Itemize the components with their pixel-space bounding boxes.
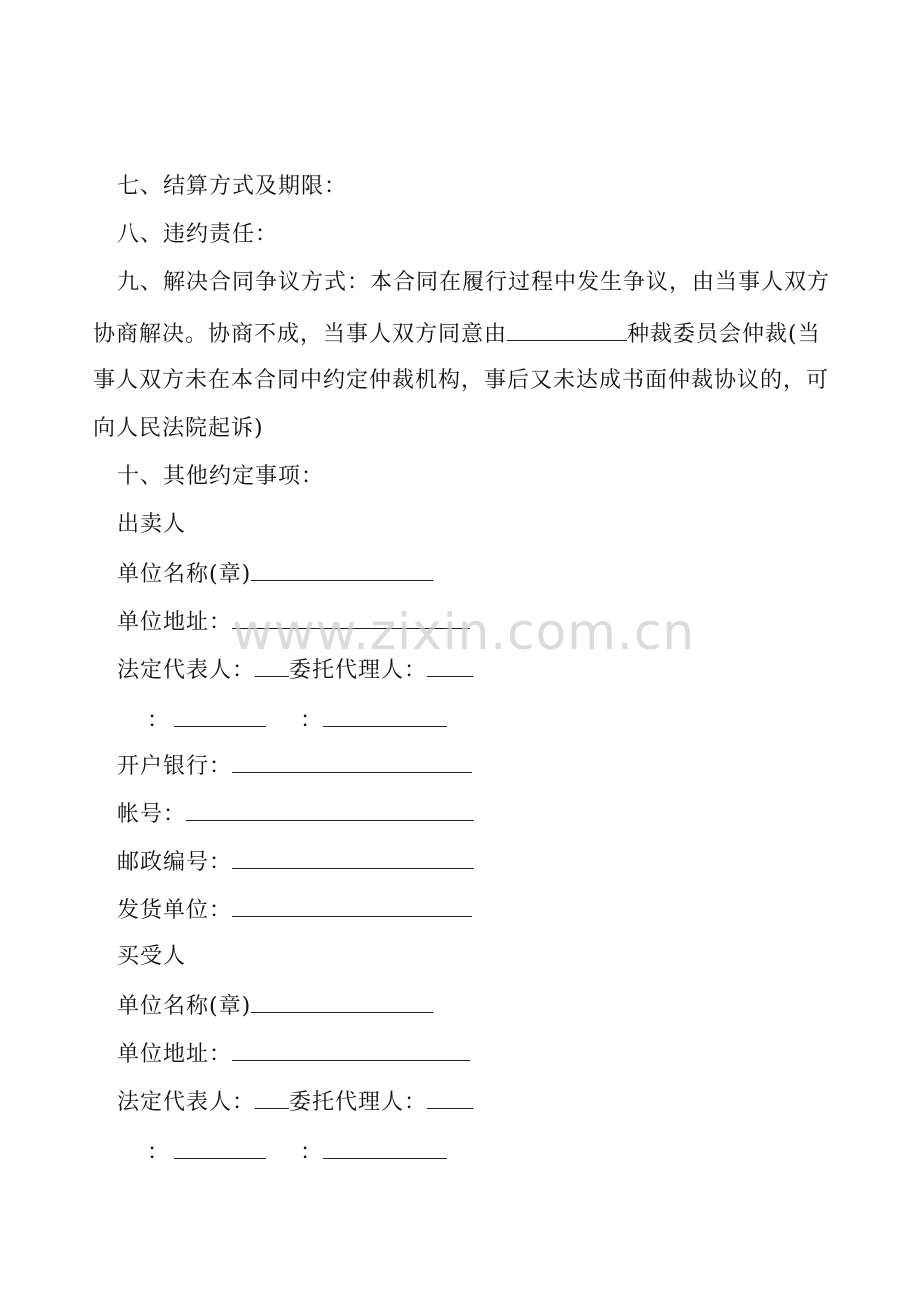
seller-shipper-row (117, 894, 472, 926)
seller-unit-name-blank[interactable] (251, 558, 433, 581)
clause-10: 十、其他约定事项： (117, 464, 325, 489)
seller-heading: 出卖人 (117, 512, 187, 537)
clause-9-line-2 (93, 318, 821, 350)
seller-bank-label: 开户银行： (117, 754, 233, 779)
seller-shipper-label: 发货单位： (117, 898, 233, 923)
seller-unit-address-label: 单位地址： (117, 610, 233, 635)
seller-colon-blank-2[interactable] (323, 704, 447, 727)
seller-colon-blank-1[interactable] (174, 704, 266, 727)
seller-colon-row (147, 704, 447, 736)
buyer-unit-address-row (117, 1038, 470, 1070)
seller-colon-2: ： (300, 708, 324, 733)
buyer-colon-1: ： (147, 1140, 171, 1165)
clause-8: 八、违约责任： (117, 222, 279, 247)
buyer-unit-name-label: 单位名称(章) (117, 994, 252, 1019)
clause-9-line-2a: 协商解决。协商不成，当事人双方同意由 (93, 322, 508, 347)
clause-9-line-3: 事人双方未在本合同中约定仲裁机构，事后又未达成书面仲裁协议的，可 (93, 368, 830, 393)
buyer-rep-row (117, 1086, 473, 1118)
clause-7: 七、结算方式及期限： (117, 174, 348, 199)
buyer-colon-blank-1[interactable] (174, 1136, 266, 1159)
buyer-unit-address-label: 单位地址： (117, 1042, 233, 1067)
buyer-unit-address-blank[interactable] (232, 1038, 470, 1061)
buyer-unit-name-blank[interactable] (251, 990, 433, 1013)
buyer-legal-rep-label: 法定代表人： (117, 1090, 256, 1115)
clause-9-line-4: 向人民法院起诉) (93, 416, 264, 441)
clause-9-line-1: 九、解决合同争议方式：本合同在履行过程中发生争议，由当事人双方 (117, 270, 831, 295)
seller-postcode-label: 邮政编号： (117, 850, 233, 875)
buyer-agent-label: 委托代理人： (289, 1090, 428, 1115)
seller-bank-row (117, 750, 472, 782)
buyer-heading: 买受人 (117, 944, 187, 969)
seller-legal-rep-label: 法定代表人： (117, 658, 256, 683)
buyer-unit-name-row (117, 990, 433, 1022)
seller-unit-name-row (117, 558, 433, 590)
seller-shipper-blank[interactable] (232, 894, 472, 917)
seller-agent-label: 委托代理人： (289, 658, 428, 683)
seller-account-row (117, 798, 474, 830)
watermark: www.zixin.com.cn (232, 603, 696, 661)
seller-colon-1: ： (147, 708, 171, 733)
clause-9-line-2b: 种裁委员会仲裁(当 (627, 322, 821, 347)
seller-postcode-blank[interactable] (232, 846, 474, 869)
buyer-colon-row (147, 1136, 447, 1168)
buyer-colon-2: ： (300, 1140, 324, 1165)
seller-account-blank[interactable] (186, 798, 474, 821)
seller-account-label: 帐号： (117, 802, 187, 827)
seller-unit-name-label: 单位名称(章) (117, 562, 252, 587)
buyer-agent-blank[interactable] (427, 1086, 473, 1109)
seller-postcode-row (117, 846, 474, 878)
seller-bank-blank[interactable] (232, 750, 472, 773)
buyer-legal-rep-blank[interactable] (255, 1086, 289, 1109)
buyer-colon-blank-2[interactable] (323, 1136, 447, 1159)
arbitration-blank[interactable] (507, 318, 627, 341)
